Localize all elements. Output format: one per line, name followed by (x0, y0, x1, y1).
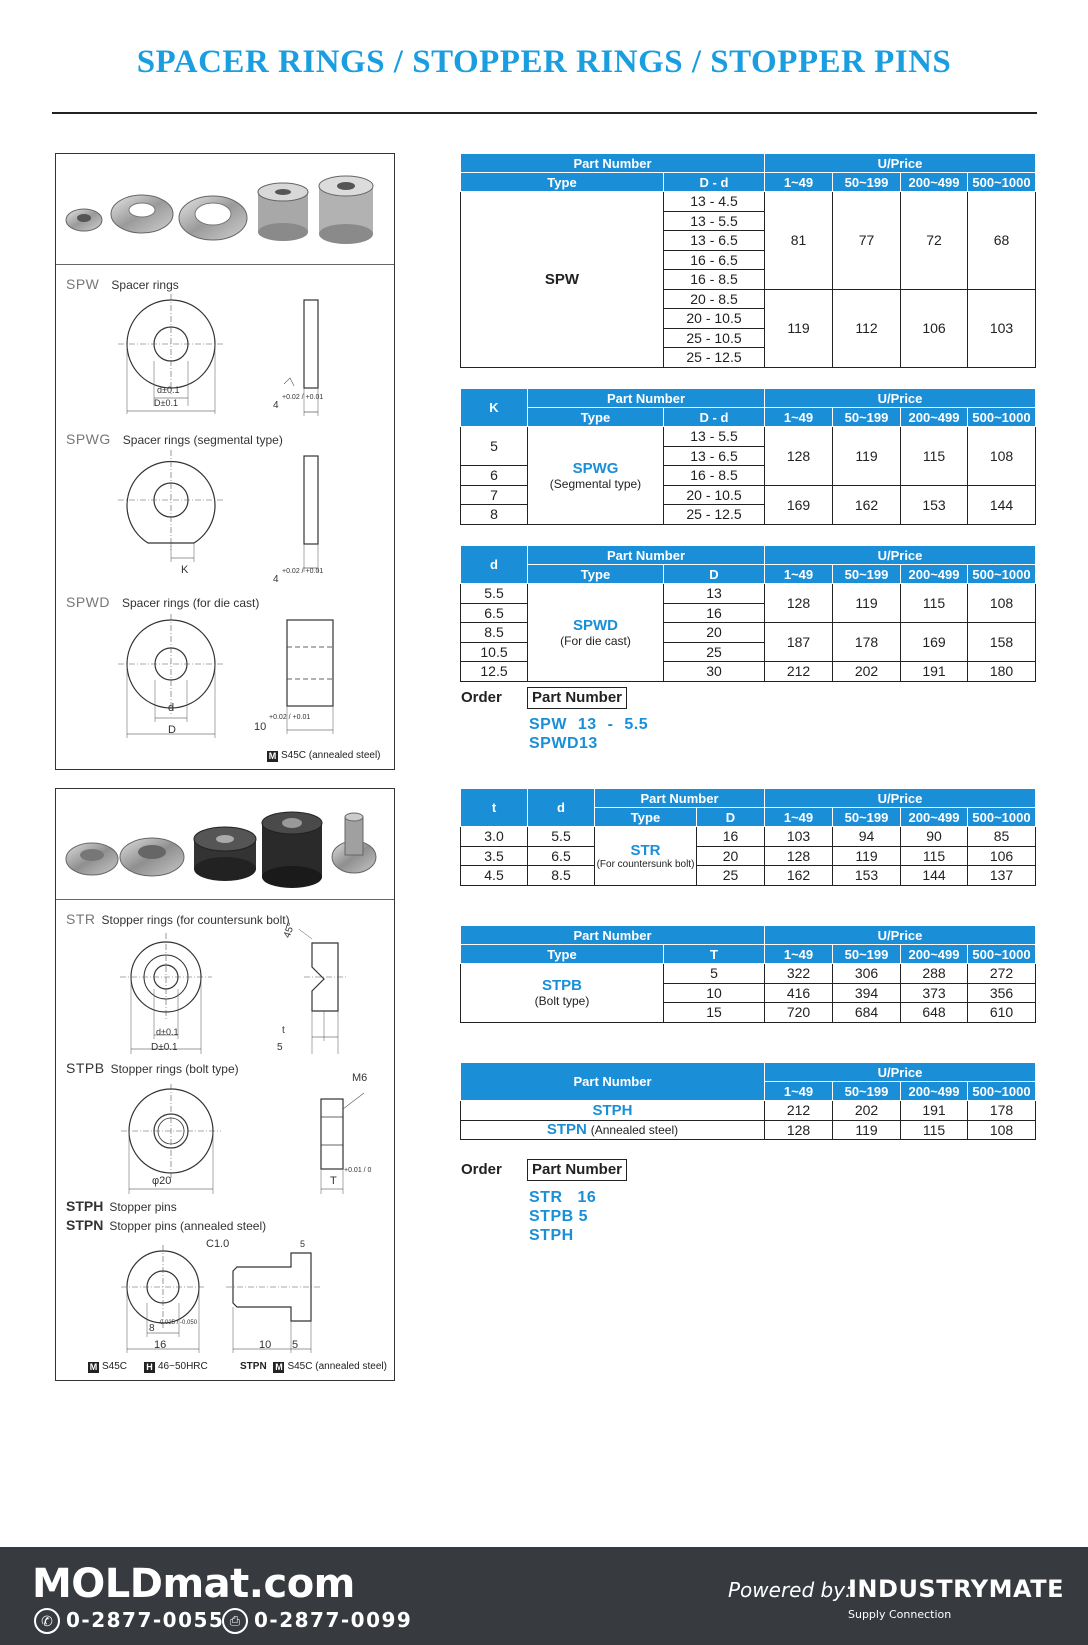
panel1-material: M S45C (annealed steel) (268, 750, 381, 761)
col-q4: 500~1000 (968, 808, 1036, 827)
stpb-dim-dia: φ20 (152, 1175, 172, 1187)
col-D: D (664, 565, 765, 584)
tagline: Supply Connection (848, 1608, 952, 1621)
order-label: Order (461, 1161, 502, 1178)
col-d: d (528, 789, 595, 827)
table-row: 6.5 16 (461, 603, 1036, 623)
stpn-label: STPN Stopper pins (annealed steel) (66, 1217, 267, 1233)
table-row: 13 - 6.5 (461, 446, 1036, 466)
spw-label: SPW Spacer rings (66, 276, 179, 292)
col-T: T (664, 945, 765, 964)
pin-chamfer: C1.0 (206, 1238, 230, 1250)
str-table (460, 788, 1036, 886)
table-row: STPH 212 202 191 178 (461, 1101, 1036, 1121)
stph-label: STPH Stopper pins (66, 1198, 177, 1214)
table-row: 3.0 5.5 STR (For countersunk bolt) 16 103 94 90 85 (461, 827, 1036, 847)
table-row: STPB (Bolt type) 5 322 306 288 272 (461, 964, 1036, 984)
stopper-panel (55, 788, 395, 1381)
table-row: 7 20 - 10.5 169 162 153 144 (461, 485, 1036, 505)
col-part-number: Part Number (595, 789, 765, 808)
stpb-dim-tol: +0.01 / 0 (344, 1167, 372, 1174)
type-cell: STR (For countersunk bolt) (595, 827, 697, 886)
spwd-drawing (116, 614, 376, 744)
col-q3: 200~499 (901, 808, 968, 827)
col-q2: 50~199 (833, 173, 901, 192)
table-row: 12.5 30 212 202 191 180 (461, 662, 1036, 682)
stpb-table (460, 925, 1036, 1023)
col-q1: 1~49 (765, 1082, 833, 1101)
table-row: 15 720 684 648 610 (461, 1003, 1036, 1023)
col-q2: 50~199 (833, 565, 901, 584)
spw-table (460, 153, 1036, 368)
stpb-thread: M6 (352, 1072, 368, 1084)
table-row: 25 - 10.5 (461, 328, 1036, 348)
col-uprice: U/Price (765, 926, 1036, 945)
col-part-number: Part Number (461, 1063, 765, 1101)
col-q4: 500~1000 (968, 1082, 1036, 1101)
order-label: Order (461, 689, 502, 706)
spw-dim-d: d±0.1 (157, 385, 180, 395)
pin-dim-5: 5 (292, 1339, 299, 1351)
table-row: 13 - 5.5 (461, 211, 1036, 231)
panel2-material-m: M S45C (89, 1361, 128, 1372)
str-drawing (116, 929, 376, 1059)
col-q2: 50~199 (833, 945, 901, 964)
pin-dim-16: 16 (154, 1339, 167, 1351)
col-q1: 1~49 (765, 173, 833, 192)
spwd-dim-tol: +0.02 / +0.01 (269, 714, 311, 721)
type-cell: SPWG (Segmental type) (528, 427, 664, 525)
material-m-icon: M (89, 1362, 98, 1372)
ring-photo-3 (179, 196, 247, 240)
table-row: 16 - 8.5 (461, 270, 1036, 290)
col-q1: 1~49 (765, 565, 833, 584)
brand-logo[interactable]: MOLDmat.com (32, 1561, 355, 1607)
spwd-label: SPWD Spacer rings (for die cast) (66, 594, 260, 610)
spw-dim-tol: +0.02 / +0.01 (282, 394, 324, 401)
col-type: Type (528, 408, 664, 427)
spwd-table (460, 545, 1036, 682)
order-example: SPWD13 (529, 735, 598, 752)
pin-dim-10: 10 (259, 1339, 272, 1351)
spacer-rings-photo (56, 154, 394, 265)
str-label: STR Stopper rings (for countersunk bolt) (66, 911, 290, 927)
col-k: K (461, 389, 528, 427)
spw-dim-t: 4 (273, 400, 279, 411)
stopper-photo-3 (194, 827, 256, 881)
type-cell: SPW (461, 192, 664, 368)
table-row: STPN (Annealed steel) 128 119 115 108 (461, 1120, 1036, 1140)
col-q1: 1~49 (765, 945, 833, 964)
spwg-label: SPWG Spacer rings (segmental type) (66, 431, 283, 447)
ring-photo-4 (258, 183, 308, 241)
material-m-icon: M (268, 751, 277, 761)
table-row: 10 416 394 373 356 (461, 983, 1036, 1003)
part-number-box: Part Number (527, 687, 627, 709)
stopper-photo-2 (120, 838, 184, 876)
stopper-photo-5 (332, 813, 376, 873)
pin-dim-8: 8 (149, 1323, 155, 1334)
fax-number[interactable]: 0-2877-0099 (254, 1608, 413, 1632)
stpb-label: STPB Stopper rings (bolt type) (66, 1060, 239, 1076)
col-type: Type (528, 565, 664, 584)
col-d: d (461, 546, 528, 584)
title-rule (52, 112, 1037, 114)
spacer-rings-panel (55, 153, 395, 770)
order-example: SPW 13 - 5.5 (529, 716, 649, 733)
col-q1: 1~49 (765, 808, 833, 827)
col-q4: 500~1000 (968, 565, 1036, 584)
str-angle: 45° (281, 921, 298, 940)
type-cell: STPH (461, 1101, 765, 1121)
ring-photo-2 (111, 195, 173, 233)
spw-dim-D: D±0.1 (154, 398, 178, 408)
spwg-table (460, 388, 1036, 525)
type-cell: STPN (Annealed steel) (461, 1120, 765, 1140)
col-type: Type (461, 945, 664, 964)
spwd-dim-t: 10 (254, 721, 267, 733)
col-uprice: U/Price (765, 154, 1036, 173)
table-row: 16 - 6.5 (461, 250, 1036, 270)
order-example: STPB 5 (529, 1208, 589, 1225)
col-q3: 200~499 (901, 565, 968, 584)
table-row: 3.5 6.5 20 128 119 115 106 (461, 846, 1036, 866)
phone-icon: ✆ (34, 1608, 60, 1634)
type-cell: STPB (Bolt type) (461, 964, 664, 1023)
stopper-pin-drawing (111, 1237, 381, 1357)
powered-by: Powered by: (728, 1578, 852, 1602)
material-h-icon: H (144, 1362, 155, 1373)
col-q2: 50~199 (833, 808, 901, 827)
col-uprice: U/Price (765, 546, 1036, 565)
col-uprice: U/Price (765, 789, 1036, 808)
table-row: 5.5 SPWD (For die cast) 13 128 119 115 108 (461, 584, 1036, 604)
panel2-material-h: H 46~50HRC (144, 1361, 208, 1373)
table-row: 13 - 6.5 (461, 231, 1036, 251)
table-row: SPW 13 - 4.5 81 77 72 68 (461, 192, 1036, 212)
col-q1: 1~49 (765, 408, 833, 427)
order-example: STR 16 (529, 1189, 597, 1206)
col-q3: 200~499 (901, 173, 968, 192)
phone-number[interactable]: 0-2877-0055 (66, 1608, 225, 1632)
industrymate-logo[interactable]: INDUSTRYMATE (848, 1575, 1064, 1603)
str-dim-t: t (282, 1025, 285, 1036)
col-type: Type (461, 173, 664, 192)
stopper-photo-1 (66, 843, 118, 875)
spwg-dim-tol: +0.02 / +0.01 (282, 568, 324, 575)
table-row: 20 - 8.5 119 112 106 103 (461, 289, 1036, 309)
col-D: D (697, 808, 765, 827)
pin-dim-5top: 5 (300, 1239, 306, 1249)
col-part-number: Part Number (528, 389, 765, 408)
col-q3: 200~499 (901, 945, 968, 964)
stpb-dim-T: T (330, 1175, 337, 1187)
order-example: STPH (529, 1227, 574, 1244)
footer (0, 1547, 1088, 1645)
col-q4: 500~1000 (968, 408, 1036, 427)
fax-icon: ⎙ (222, 1608, 248, 1634)
ring-photo-1 (66, 209, 102, 231)
col-uprice: U/Price (765, 1063, 1036, 1082)
str-dim-d: d±0.1 (156, 1027, 179, 1037)
col-part-number: Part Number (461, 154, 765, 173)
ring-photo-5 (319, 176, 373, 244)
pin-dim-8-tol: -0.025 / -0.050 (158, 1320, 198, 1326)
table-row: 10.5 25 (461, 642, 1036, 662)
table-row: 20 - 10.5 (461, 309, 1036, 329)
str-dim-5: 5 (277, 1042, 283, 1053)
col-q4: 500~1000 (968, 173, 1036, 192)
col-part-number: Part Number (528, 546, 765, 565)
table-row: 8 25 - 12.5 (461, 505, 1036, 525)
table-row: 6 16 - 8.5 (461, 466, 1036, 486)
spwd-dim-d: d (168, 702, 175, 714)
panel2-material-stpn: STPN M S45C (annealed steel) (240, 1361, 387, 1372)
str-dim-D: D±0.1 (151, 1042, 178, 1053)
material-m-icon: M (275, 1362, 283, 1372)
table-row: 4.5 8.5 25 162 153 144 137 (461, 866, 1036, 886)
table-row: 5 SPWG (Segmental type) 13 - 5.5 128 119 115 108 (461, 427, 1036, 447)
spwg-dim-k: K (181, 564, 189, 576)
spwg-drawing (116, 450, 376, 575)
stph-table (460, 1062, 1036, 1140)
page-title: SPACER RINGS / STOPPER RINGS / STOPPER PINS (136, 44, 952, 80)
stopper-photo (56, 789, 394, 900)
type-cell: SPWD (For die cast) (528, 584, 664, 682)
col-part-number: Part Number (461, 926, 765, 945)
col-type: Type (595, 808, 697, 827)
col-q2: 50~199 (833, 1082, 901, 1101)
col-uprice: U/Price (765, 389, 1036, 408)
spwd-dim-D: D (168, 724, 176, 736)
col-q4: 500~1000 (968, 945, 1036, 964)
part-number-box: Part Number (527, 1159, 627, 1181)
table-row: 8.5 20 187 178 169 158 (461, 623, 1036, 643)
col-t: t (461, 789, 528, 827)
col-q3: 200~499 (901, 408, 968, 427)
col-d-d: D - d (664, 173, 765, 192)
col-q3: 200~499 (901, 1082, 968, 1101)
table-row: 25 - 12.5 (461, 348, 1036, 368)
col-q2: 50~199 (833, 408, 901, 427)
col-d-d: D - d (664, 408, 765, 427)
stopper-photo-4 (262, 812, 322, 888)
spwg-dim-t: 4 (273, 574, 279, 585)
